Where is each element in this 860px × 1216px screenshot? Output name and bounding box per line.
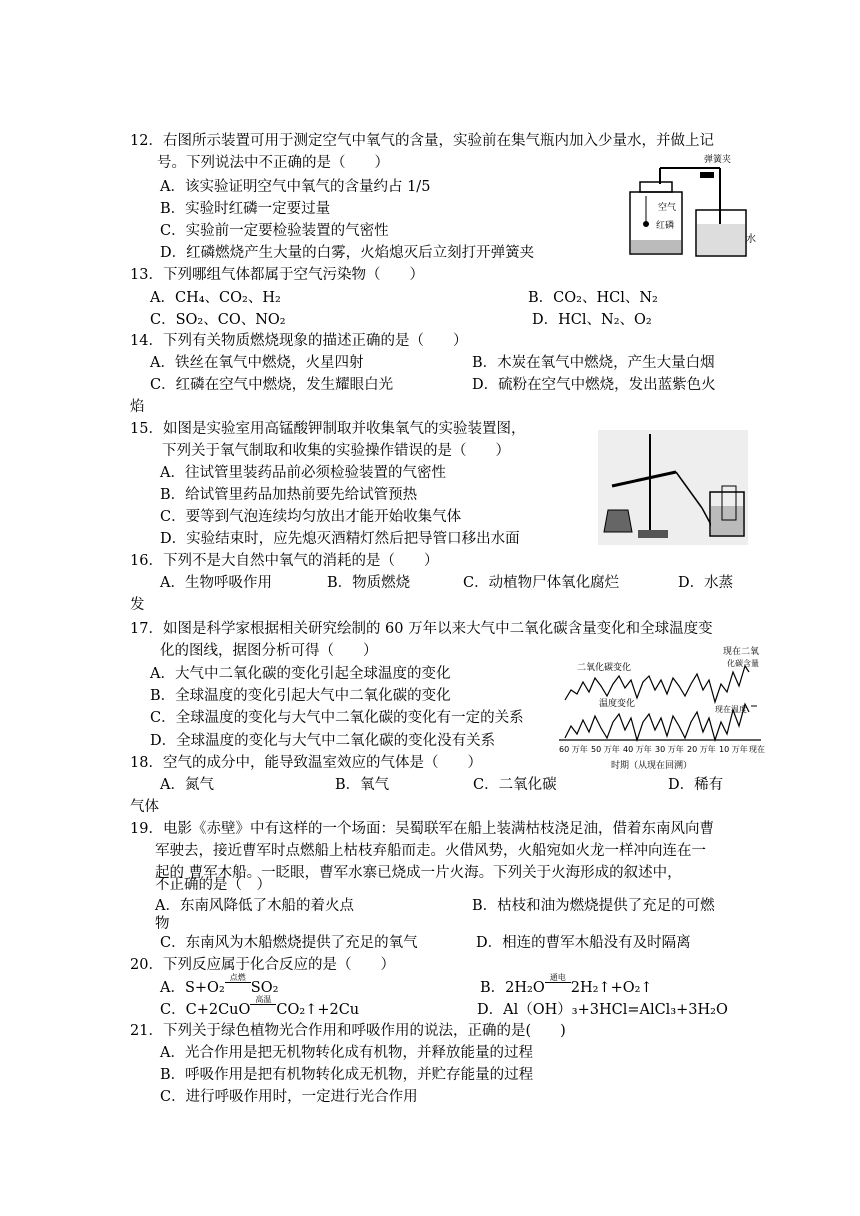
q19-option-b-wrap: 物 xyxy=(155,916,170,932)
q18-option-d: D．稀有 xyxy=(668,777,724,793)
q15-stem-line2: 下列关于氧气制取和收集的实验操作错误的是（ ） xyxy=(162,443,510,459)
q17-fig-now-co2-label1: 现在二氧 xyxy=(723,647,760,657)
q20-option-d: D．Al（OH）₃+3HCl=AlCl₃+3H₂O xyxy=(477,1002,728,1018)
q17-fig-tick-2: 50 万年 xyxy=(591,745,620,754)
q17-fig-co2-label: 二氧化碳变化 xyxy=(577,663,632,673)
q17-fig-tick-5: 20 万年 xyxy=(687,745,716,754)
q12-option-d: D．红磷燃烧产生大量的白雾，火焰熄灭后立刻打开弹簧夹 xyxy=(160,245,535,261)
q19-option-b: B．枯枝和油为燃烧提供了充足的可燃 xyxy=(472,898,715,914)
q17-stem-line2: 化的图线，据图分析可得（ ） xyxy=(160,643,378,659)
q15-option-a: A．往试管里装药品前必须检验装置的气密性 xyxy=(160,465,446,481)
q15-option-c: C．要等到气泡连续均匀放出才能开始收集气体 xyxy=(160,509,462,525)
q21-option-c: C．进行呼吸作用时，一定进行光合作用 xyxy=(160,1089,418,1105)
q17-fig-tick-1: 60 万年 xyxy=(559,745,588,754)
q12-stem-line1: 12．右图所示装置可用于测定空气中氧气的含量，实验前在集气瓶内加入少量水，并做上记 xyxy=(130,133,714,149)
q15-option-b: B．给试管里药品加热前要先给试管预热 xyxy=(160,487,418,503)
q18-option-d-wrap: 气体 xyxy=(130,799,159,815)
q17-fig-xlabel: 时期（从现在回溯） xyxy=(611,761,693,770)
q21-option-b: B．呼吸作用是把有机物转化成无机物，并贮存能量的过程 xyxy=(160,1067,534,1083)
q17-option-d: D．全球温度的变化与大气中二氧化碳的变化没有关系 xyxy=(150,733,496,749)
q19-option-d: D．相连的曹军木船没有及时隔离 xyxy=(476,935,691,951)
q14-option-d-wrap: 焰 xyxy=(130,399,145,415)
q19-stem-line4: 不正确的是（ ） xyxy=(155,877,271,893)
q20-a-products: SO₂ xyxy=(250,980,279,996)
q17-fig-tick-3: 40 万年 xyxy=(623,745,652,754)
q18-option-c: C．二氧化碳 xyxy=(473,777,557,793)
q15-option-d: D．实验结束时，应先熄灭酒精灯然后把导管口移出水面 xyxy=(160,531,520,547)
q20-stem: 20．下列反应属于化合反应的是（ ） xyxy=(130,957,395,973)
q15-stem-line1: 15．如图是实验室用高锰酸钾制取并收集氧气的实验装置图， xyxy=(130,421,526,437)
q17-fig-now-temp-label: 现在温度 xyxy=(715,705,747,714)
q12-fig-water-label: 水 xyxy=(746,234,756,245)
q19-option-c: C．东南风为木船燃烧提供了充足的氧气 xyxy=(160,935,418,951)
q21-option-a: A．光合作用是把无机物转化成有机物，并释放能量的过程 xyxy=(160,1045,533,1061)
q14-option-c: C．红磷在空气中燃烧，发生耀眼白光 xyxy=(150,377,394,393)
q15-apparatus-figure xyxy=(598,430,748,545)
q14-stem: 14．下列有关物质燃烧现象的描述正确的是（ ） xyxy=(130,333,468,349)
q18-stem: 18．空气的成分中，能导致温室效应的气体是（ ） xyxy=(130,755,482,771)
q13-stem: 13．下列哪组气体都属于空气污染物（ ） xyxy=(130,267,424,283)
q20-b-products: 2H₂↑+O₂↑ xyxy=(570,980,653,996)
q17-fig-tick-6: 10 万年 xyxy=(719,745,748,754)
q16-option-d: D．水蒸 xyxy=(678,575,734,591)
q14-option-d: D．硫粉在空气中燃烧，发出蓝紫色火 xyxy=(472,377,716,393)
q20-c-products: CO₂↑+2Cu xyxy=(276,1002,360,1018)
q13-option-c: C．SO₂、CO、NO₂ xyxy=(150,312,286,328)
q20-option-b xyxy=(480,973,653,998)
q17-fig-tick-7: 现在 xyxy=(749,745,765,754)
q20-a-reactants: A．S+O₂ xyxy=(160,980,225,996)
q17-fig-tick-4: 30 万年 xyxy=(655,745,684,754)
q14-option-b: B．木炭在氧气中燃烧，产生大量白烟 xyxy=(472,355,715,371)
q21-stem: 21．下列关于绿色植物光合作用和呼吸作用的说法，正确的是( ) xyxy=(130,1023,566,1039)
q18-option-a: A．氮气 xyxy=(160,777,214,793)
q20-c-reactants: C．C+2CuO xyxy=(160,1002,251,1018)
q16-option-d-wrap: 发 xyxy=(130,597,145,613)
q12-fig-clamp-label: 弹簧夹 xyxy=(704,155,732,165)
q12-fig-phos-label: 红磷 xyxy=(656,221,675,231)
q13-option-d: D．HCl、N₂、O₂ xyxy=(532,312,652,328)
q19-stem-line1: 19．电影《赤壁》中有这样的一个场面：吴蜀联军在船上装满枯枝浇足油，借着东南风向曹 xyxy=(130,821,714,837)
q17-fig-temp-label: 温度变化 xyxy=(599,699,636,709)
q12-fig-air-label: 空气 xyxy=(658,203,677,213)
q12-stem-line2: 号。下列说法中不正确的是（ ） xyxy=(157,155,389,171)
q19-option-a: A．东南风降低了木船的着火点 xyxy=(155,898,354,914)
q16-option-c: C．动植物尸体氧化腐烂 xyxy=(463,575,620,591)
q12-apparatus-figure xyxy=(600,152,760,262)
q16-option-a: A．生物呼吸作用 xyxy=(160,575,272,591)
q20-a-condition: 点燃 xyxy=(225,982,251,992)
q17-co2-temperature-figure xyxy=(555,642,770,770)
q17-option-b: B．全球温度的变化引起大气中二氧化碳的变化 xyxy=(150,688,451,704)
q19-stem-line3: 起的 曹军木船。一眨眼，曹军水寨已烧成一片火海。下列关于火海形成的叙述中， xyxy=(155,865,682,881)
q17-stem-line1: 17．如图是科学家根据相关研究绘制的 60 万年以来大气中二氧化碳含量变化和全球温度变 xyxy=(130,621,713,637)
q13-option-b: B．CO₂、HCl、N₂ xyxy=(528,290,658,306)
q19-stem-line2: 军驶去，接近曹军时点燃船上枯枝弃船而走。火借风势，火船宛如火龙一样冲向连在一 xyxy=(155,843,706,859)
q13-option-a: A．CH₄、CO₂、H₂ xyxy=(150,290,281,306)
q18-option-b: B．氧气 xyxy=(335,777,390,793)
q20-c-condition: 高温 xyxy=(250,1004,276,1014)
q20-option-c xyxy=(160,995,360,1020)
q17-fig-now-co2-label2: 化碳含量 xyxy=(727,659,759,668)
q20-b-condition: 通电 xyxy=(545,982,571,992)
q20-b-reactants: B．2H₂O xyxy=(480,980,545,996)
q16-option-b: B．物质燃烧 xyxy=(327,575,411,591)
q12-option-c: C．实验前一定要检验装置的气密性 xyxy=(160,223,389,239)
q14-option-a: A．铁丝在氧气中燃烧，火星四射 xyxy=(150,355,364,371)
q16-stem: 16．下列不是大自然中氧气的消耗的是（ ） xyxy=(130,553,439,569)
q17-option-a: A．大气中二氧化碳的变化引起全球温度的变化 xyxy=(150,666,451,682)
q12-option-b: B．实验时红磷一定要过量 xyxy=(160,201,331,217)
q17-option-c: C．全球温度的变化与大气中二氧化碳的变化有一定的关系 xyxy=(150,710,524,726)
q12-option-a: A．该实验证明空气中氧气的含量约占 1/5 xyxy=(160,179,431,195)
